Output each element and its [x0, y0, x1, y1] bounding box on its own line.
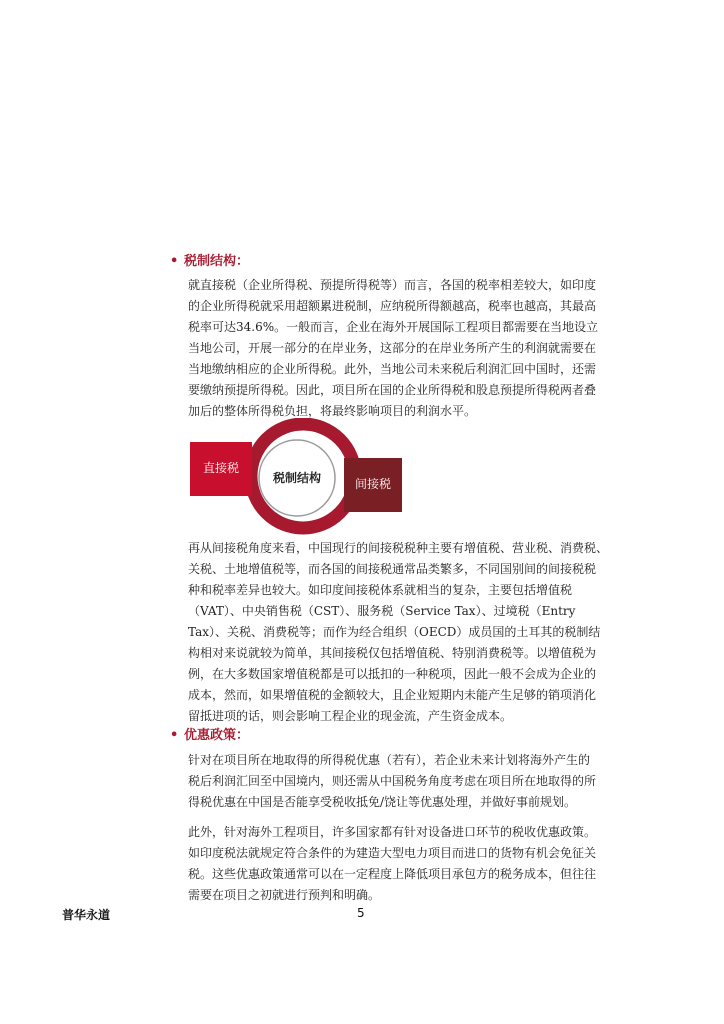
text-line: 就直接税（企业所得税、预提所得税等）而言，各国的税率相差较大，如印度 [188, 278, 597, 292]
paragraph-direct-tax [188, 275, 673, 422]
text-line: 当地公司，开展一部分的在岸业务，这部分的在岸业务所产生的利润就需要在 [188, 341, 597, 355]
text-line: 此外，针对海外工程项目，许多国家都有针对设备进口环节的税收优惠政策。 [188, 825, 597, 839]
text-line: 例，在大多数国家增值税都是可以抵扣的一种税项，因此一般不会成为企业的 [188, 667, 597, 681]
bullet-icon: • [170, 254, 179, 269]
indirect-tax-label: 间接税 [354, 477, 392, 491]
text-line: 加后的整体所得税负担，将最终影响项目的利润水平。 [188, 404, 477, 418]
bullet-icon: • [170, 728, 179, 743]
text-line: 的企业所得税就采用超额累进税制，应纳税所得额越高，税率也越高，其最高 [188, 299, 597, 313]
paragraph-indirect-tax [188, 538, 673, 727]
section-heading-tax-structure: • 税制结构： [170, 254, 250, 269]
footer-brand: 普华永道 [62, 908, 111, 922]
paragraph-import-incentive [188, 822, 673, 906]
tax-structure-diagram [185, 418, 415, 536]
text-line: 要缴纳预提所得税。因此，项目所在国的企业所得税和股息预提所得税两者叠 [188, 383, 597, 397]
paragraph-income-tax-incentive [188, 750, 673, 813]
text-line: （VAT）、中央销售税（CST）、服务税（Service Tax）、过境税（Entry [188, 604, 576, 618]
tax-structure-label: 税制结构 [272, 471, 322, 485]
text-line: 需要在项目之初就进行预判和明确。 [188, 888, 381, 902]
text-line: 种和税率差异也较大。如印度间接税体系就相当的复杂，主要包括增值税 [188, 583, 573, 597]
text-line: 针对在项目所在地取得的所得税优惠（若有），若企业未来计划将海外产生的 [188, 753, 591, 767]
section-heading-incentives: • 优惠政策： [170, 728, 250, 743]
direct-tax-label: 直接税 [202, 461, 240, 475]
text-line: 留抵进项的话，则会影响工程企业的现金流，产生资金成本。 [188, 709, 513, 723]
text-line: 再从间接税角度来看，中国现行的间接税税种主要有增值税、营业税、消费税、 [188, 541, 609, 555]
text-line: Tax）、关税、消费税等；而作为经合组织（OECD）成员国的土耳其的税制结 [188, 625, 601, 639]
text-line: 税。这些优惠政策通常可以在一定程度上降低项目承包方的税务成本，但往往 [188, 867, 597, 881]
text-line: 得税优惠在中国是否能享受税收抵免/饶让等优惠处理，并做好事前规划。 [188, 795, 577, 809]
text-line: 成本，然而，如果增值税的金额较大，且企业短期内未能产生足够的销项消化 [188, 688, 597, 702]
text-line: 关税、土地增值税等，而各国的间接税通常品类繁多，不同国别间的间接税税 [188, 562, 597, 576]
text-line: 税率可达34.6%。一般而言，企业在海外开展国际工程项目都需要在当地设立 [188, 320, 599, 334]
text-line: 构相对来说就较为简单，其间接税仅包括增值税、特别消费税等。以增值税为 [188, 646, 597, 660]
tax-structure-graphic [185, 418, 415, 536]
text-line: 税后利润汇回至中国境内，则还需从中国税务角度考虑在项目所在地取得的所 [188, 774, 597, 788]
text-line: 如印度税法就规定符合条件的为建造大型电力项目而进口的货物有机会免征关 [188, 846, 597, 860]
page-number: 5 [357, 906, 365, 920]
text-line: 当地缴纳相应的企业所得税。此外，当地公司未来税后利润汇回中国时，还需 [188, 362, 597, 376]
